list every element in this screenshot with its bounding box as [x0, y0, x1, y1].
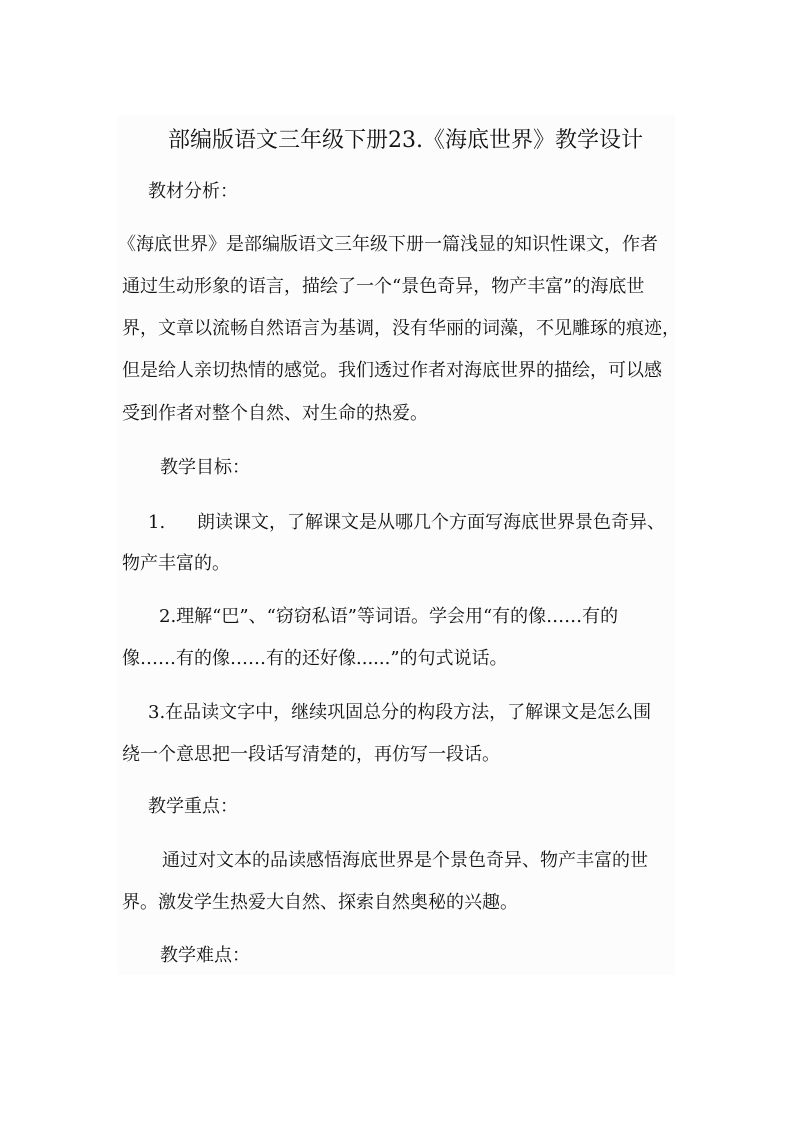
objective-line: 朗读课文，了解课文是从哪几个方面写海底世界景色奇异、	[197, 512, 665, 533]
key-points-line: 界。激发学生热爱大自然、探索自然奥秘的兴趣。	[122, 892, 518, 913]
objective-line: 像……有的像……有的还好像......”的句式说话。	[122, 648, 508, 669]
objective-line: 2.理解“巴”、“窃窃私语”等词语。学会用“有的像……有的	[159, 606, 619, 627]
objective-line: 物产丰富的。	[122, 553, 230, 574]
analysis-line: 界，文章以流畅自然语言为基调，没有华丽的词藻，不见雕琢的痕迹，	[122, 318, 680, 339]
document-title: 部编版语文三年级下册23.《海底世界》教学设计	[168, 128, 643, 153]
objective-line: 3.在品读文字中，继续巩固总分的构段方法，了解课文是怎么围	[148, 702, 652, 723]
objective-number: 1.	[148, 512, 166, 533]
section-heading-analysis: 教材分析：	[148, 181, 238, 202]
analysis-line: 受到作者对整个自然、对生命的热爱。	[122, 403, 428, 424]
objective-line: 绕一个意思把一段话写清楚的，再仿写一段话。	[122, 744, 500, 765]
analysis-line: 但是给人亲切热情的感觉。我们透过作者对海底世界的描绘，可以感	[122, 360, 662, 381]
analysis-line: 通过生动形象的语言，描绘了一个“景色奇异，物产丰富”的海底世	[122, 276, 645, 297]
key-points-line: 通过对文本的品读感悟海底世界是个景色奇异、物产丰富的世	[162, 850, 648, 871]
analysis-line: 《海底世界》是部编版语文三年级下册一篇浅显的知识性课文，作者	[118, 234, 658, 255]
section-heading-difficulties: 教学难点：	[160, 945, 250, 966]
section-heading-objectives: 教学目标：	[160, 457, 250, 478]
section-heading-key-points: 教学重点：	[148, 796, 238, 817]
